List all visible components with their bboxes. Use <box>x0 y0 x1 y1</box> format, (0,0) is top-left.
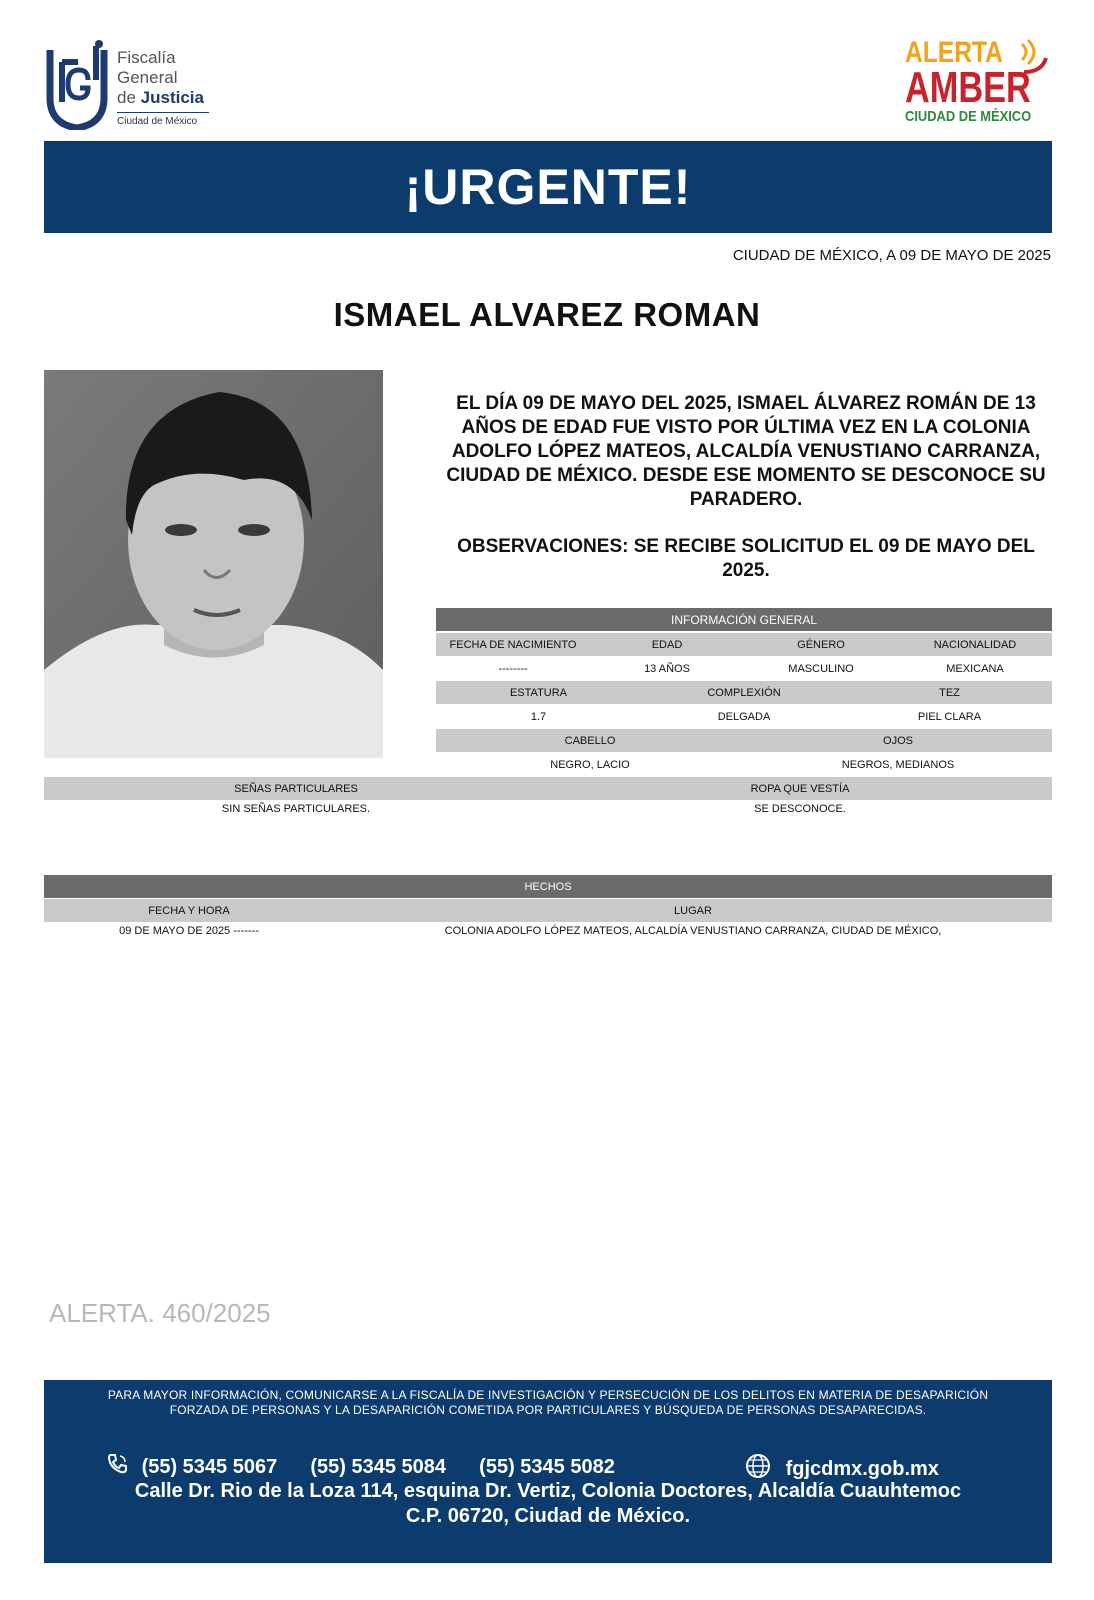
value-datetime: 09 DE MAYO DE 2025 ------- <box>119 925 259 937</box>
fgj-line1: Fiscalía <box>117 48 176 67</box>
footer-info <box>44 1388 1052 1418</box>
address-line2: C.P. 06720, Ciudad de México. <box>405 1505 691 1527</box>
header-skin: TEZ <box>939 686 960 699</box>
contact-footer <box>44 1380 1052 1563</box>
info-row3-values <box>436 753 1052 776</box>
amber-line1: ALERTA <box>905 36 1003 69</box>
hechos-title: HECHOS <box>524 880 572 893</box>
banner-title: ¡URGENTE! <box>404 159 692 215</box>
amber-line3: CIUDAD DE MÉXICO <box>905 108 1032 125</box>
value-nationality: MEXICANA <box>946 662 1004 675</box>
globe-icon <box>744 1453 772 1479</box>
value-build: DELGADA <box>717 710 771 723</box>
hechos-headers <box>44 899 1052 922</box>
header-marks: SEÑAS PARTICULARES <box>234 782 358 795</box>
value-hair: NEGRO, LACIO <box>550 758 630 771</box>
fgj-line3-strong: Justicia <box>140 88 204 107</box>
value-skin: PIEL CLARA <box>917 710 982 723</box>
info-title: INFORMACIÓN GENERAL <box>670 612 817 627</box>
header-datetime: FECHA Y HORA <box>148 904 230 917</box>
website-link[interactable]: fgjcdmx.gob.mx <box>785 1458 939 1480</box>
value-height: 1.7 <box>530 710 547 723</box>
header-age: EDAD <box>651 638 683 651</box>
header-place: LUGAR <box>674 904 712 917</box>
info-title-row <box>436 608 1052 631</box>
address <box>44 1479 1052 1529</box>
value-eyes: NEGROS, MEDIANOS <box>841 758 955 771</box>
header-height: ESTATURA <box>509 686 568 699</box>
case-observations: OBSERVACIONES: SE RECIBE SOLICITUD EL 09 DE MAYO DEL 2025. <box>457 536 1035 581</box>
document-date: CIUDAD DE MÉXICO, A 09 DE MAYO DE 2025 <box>732 247 1051 264</box>
info-row2-headers <box>436 681 1052 704</box>
info-row1-headers <box>436 633 1052 656</box>
amber-line2: AMBER <box>905 63 1031 112</box>
footer-info-line2: FORZADA DE PERSONAS Y LA DESAPARICIÓN COMETIDA POR PARTICULARES Y BÚSQUEDA DE PERSONAS DESAPARECIDAS. <box>169 1403 927 1417</box>
header-gender: GÉNERO <box>797 638 845 651</box>
header-nationality: NACIONALIDAD <box>933 638 1017 651</box>
info-row4-values <box>44 799 1052 819</box>
value-gender: MASCULINO <box>788 662 854 675</box>
header-eyes: OJOS <box>883 734 913 747</box>
phone-number-1[interactable]: (55) 5345 5067 <box>141 1456 278 1478</box>
hechos-title-row <box>44 875 1052 898</box>
website <box>744 1453 939 1481</box>
fgj-line2: General <box>117 68 178 87</box>
phone-number-3[interactable]: (55) 5345 5082 <box>479 1456 615 1478</box>
fgj-city: Ciudad de México <box>117 116 198 127</box>
hechos-values <box>44 921 1052 941</box>
info-row3-headers <box>436 729 1052 752</box>
value-place: COLONIA ADOLFO LÓPEZ MATEOS, ALCALDÍA VENUSTIANO CARRANZA, CIUDAD DE MÉXICO, <box>444 925 942 937</box>
alert-number: ALERTA. 460/2025 <box>49 1298 271 1328</box>
value-marks: SIN SEÑAS PARTICULARES. <box>221 803 371 815</box>
value-birthdate: -------- <box>498 662 528 675</box>
header-birthdate: FECHA DE NACIMIENTO <box>449 638 577 651</box>
info-row4-headers <box>44 777 1052 800</box>
fgj-line3-prefix: de <box>117 88 136 107</box>
header-build: COMPLEXIÓN <box>707 686 781 699</box>
person-name: ISMAEL ALVAREZ ROMAN <box>333 296 761 333</box>
header-clothing: ROPA QUE VESTÍA <box>750 782 850 795</box>
phone-icon <box>106 1453 128 1475</box>
phone-number-2[interactable]: (55) 5345 5084 <box>310 1456 447 1478</box>
footer-info-line1: PARA MAYOR INFORMACIÓN, COMUNICARSE A LA FISCALÍA DE INVESTIGACIÓN Y PERSECUCIÓN DE LOS DELITOS EN MATERIA DE DESAPARICIÓN <box>107 1388 989 1402</box>
value-clothing: SE DESCONOCE. <box>754 803 846 815</box>
case-description: EL DÍA 09 DE MAYO DEL 2025, ISMAEL ÁLVAREZ ROMÁN DE 13 AÑOS DE EDAD FUE VISTO POR ÚLTIMA VEZ EN LA COLONIA ADOLFO LÓPEZ MATEOS, ALCALDÍA VENUSTIANO CARRANZA, CIUDAD DE MÉXICO. DESDE ESE MOMENTO SE DESCONOCE SU PARADERO. <box>446 393 1046 510</box>
value-age: 13 AÑOS <box>644 662 690 675</box>
info-row2-values <box>436 705 1052 728</box>
header-hair: CABELLO <box>564 734 616 747</box>
info-row1-values <box>436 657 1052 680</box>
phone-list <box>106 1453 615 1479</box>
address-line1: Calle Dr. Rio de la Loza 114, esquina Dr. Vertiz, Colonia Doctores, Alcaldía Cuauhtemoc <box>134 1480 962 1502</box>
